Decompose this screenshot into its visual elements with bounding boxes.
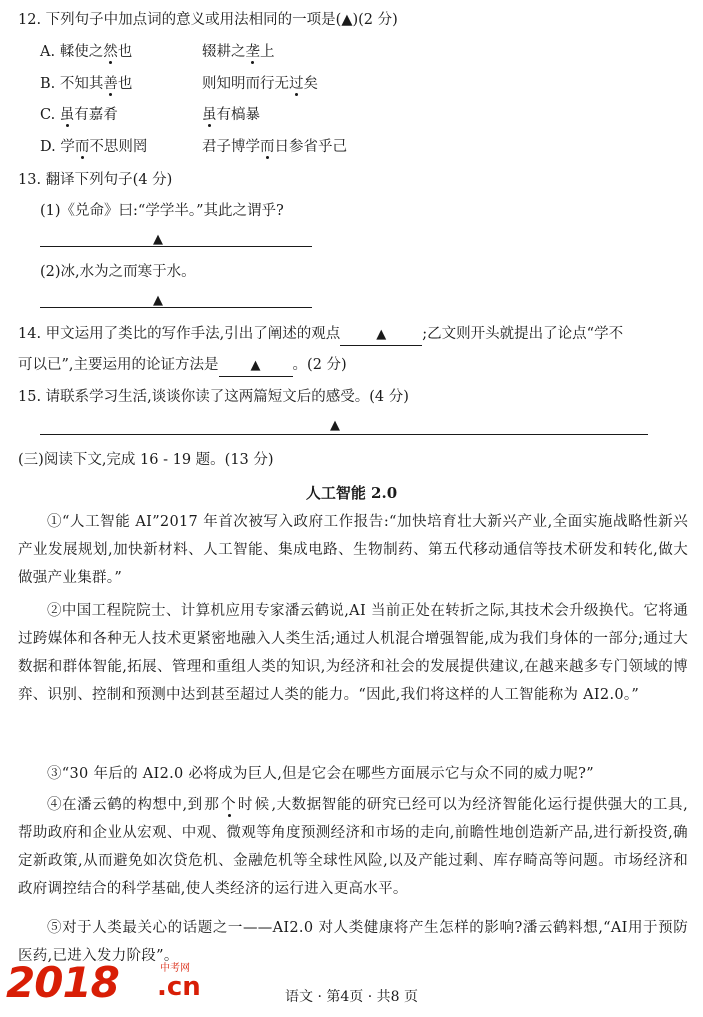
dotted-word: 虽 [59,107,75,123]
answer-line[interactable] [40,307,312,308]
paragraph-3: ③“30 年后的 AI2.0 必将成为巨人,但是它会在哪些方面展示它与众不同的威力呢?” [47,766,594,782]
q12-stem: 12. 下列句子中加点词的意义或用法相同的一项是(▲)(2 分) [18,12,398,28]
dotted-word: 善 [103,76,118,92]
dotted-word: 虽 [202,107,217,123]
answer-blank[interactable]: ▲ [340,324,422,346]
paragraph-2: ②中国工程院院士、计算机应用专家潘云鹤说,AI 当前正处在转折之际,其技术会升级换代。它将通过跨媒体和各种无人技术更紧密地融入人类生活;通过人机混合增强智能,成为我们身体的一部分;通过大数据和群体智能,拓展、管理和重组人类的知识,为经济和社会的发展提供建议,在越来越多专门领域的博弈、识别、控制和预测中达到甚至超过人类的能力。“因此,我们将这样的人工智能称为 AI2.0。” [18,603,688,703]
answer-line[interactable] [40,246,312,247]
answer-marker: ▲ [330,418,340,433]
article-title: 人工智能 2.0 [305,484,398,502]
dotted-phrase: 到那个时候 [187,797,272,813]
q14-line-1: 14. 甲文运用了类比的写作手法,引出了阐述的观点 ▲ ;乙文则开头就提出了论点“学不 [18,324,623,346]
paragraph-1: ①“人工智能 AI”2017 年首次被写入政府工作报告:“加快培育壮大新兴产业,全面实施战略性新兴产业发展规划,加快新材料、人工智能、集成电路、生物制药、第五代移动通信等技术研发和转化,做大做强产业集群。” [18,514,688,586]
site-logo-domain: .cn [157,972,201,1002]
dotted-word: 过 [289,76,304,92]
answer-marker: ▲ [153,293,163,308]
site-logo-caption: 中考网 [160,963,190,974]
answer-marker: ▲ [153,232,163,247]
answer-marker: ▲ [341,12,353,28]
site-logo: 2018 [6,958,119,1007]
dotted-word: 而 [74,139,90,155]
answer-line[interactable] [40,434,648,435]
dotted-word: 垄 [245,44,260,60]
paragraph-5: ⑤对于人类最关心的话题之一——AI2.0 对人类健康将产生怎样的影响?潘云鹤料想,“AI用于预防医药,已进入发力阶段”。 [18,920,688,964]
paragraph-4: ④在潘云鹤的构想中,到那个时候,大数据智能的研究已经可以为经济智能化运行提供强大的工具,帮助政府和企业从宏观、中观、微观等角度预测经济和市场的走向,前瞻性地创造新产品,进行新投资,确定新政策,从而避免如次贷危机、金融危机等全球性风险,以及产能过剩、库存畸高等问题。市场经济和政府调控结合的科学基础,使人类经济的运行进入更高水平。 [18,797,688,897]
q14-line-2: 可以已”,主要运用的论证方法是 ▲ 。(2 分) [18,355,347,377]
dotted-word: 然 [103,44,118,60]
q13-sentence-2: (2)冰,水为之而寒于水。 [40,264,196,280]
answer-blank[interactable]: ▲ [219,355,293,377]
dotted-word: 而 [260,139,275,155]
page-footer: 语文 · 第4页 · 共8 页 [285,989,418,1005]
q13-stem: 13. 翻译下列句子(4 分) [18,172,173,188]
q15-stem: 15. 请联系学习生活,谈谈你读了这两篇短文后的感受。(4 分) [18,389,409,405]
section-heading: (三)阅读下文,完成 16 - 19 题。(13 分) [18,452,274,468]
q13-sentence-1: (1)《兑命》曰:“学学半。”其此之谓乎? [40,203,284,219]
